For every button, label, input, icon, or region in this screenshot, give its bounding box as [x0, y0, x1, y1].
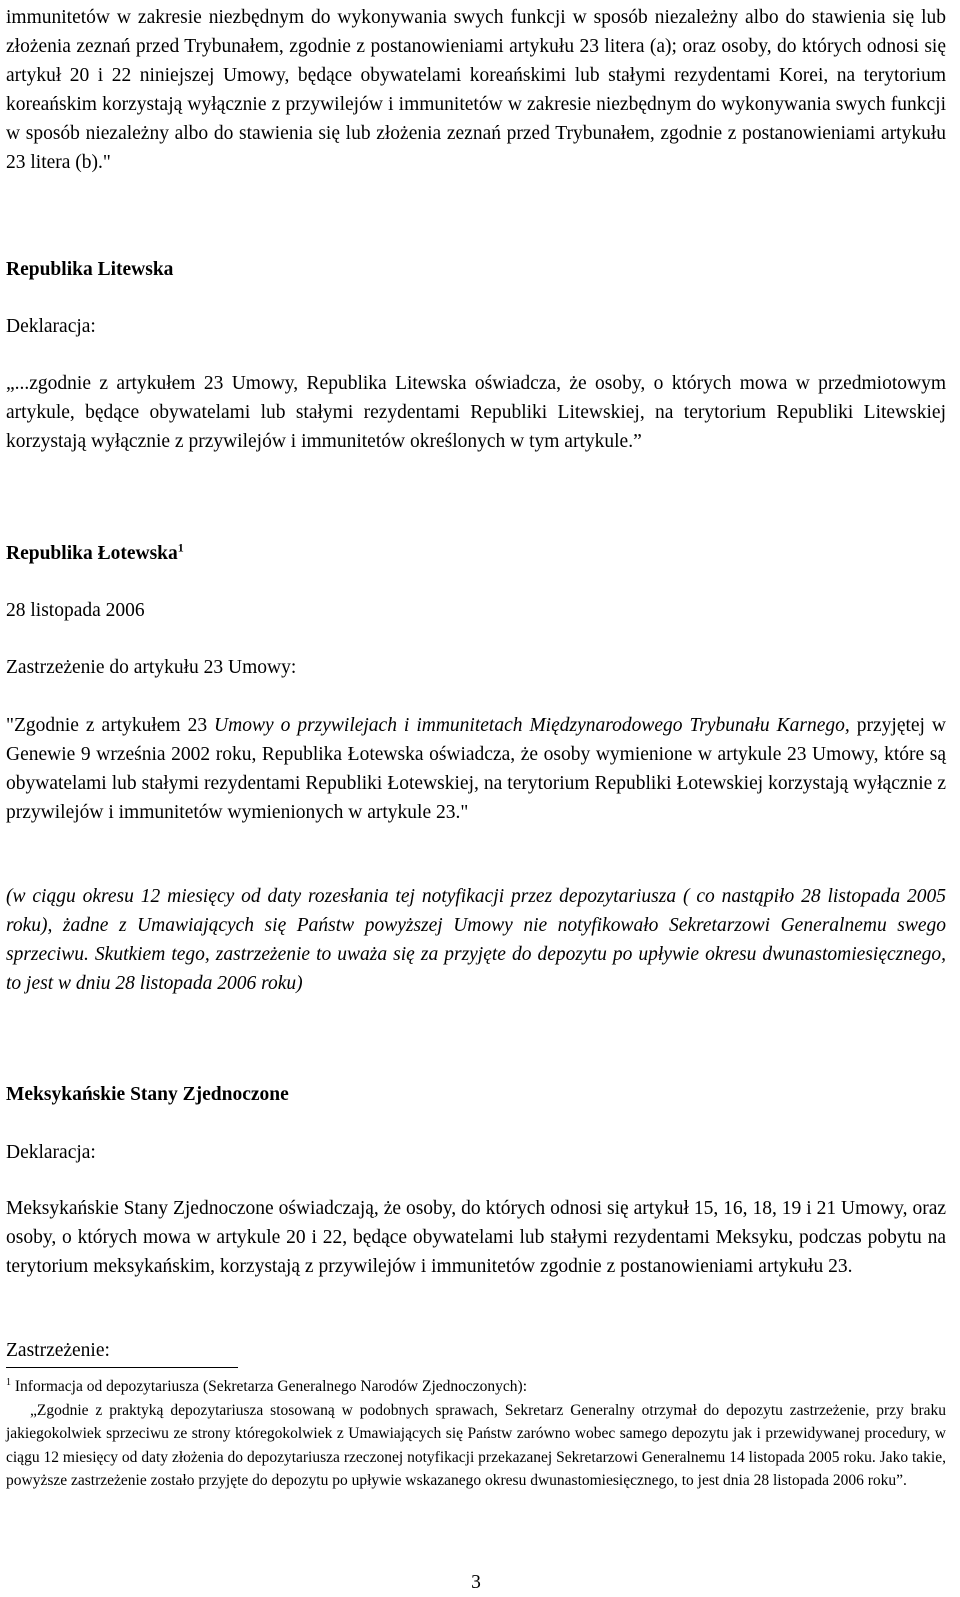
- reservation-label-mexico: Zastrzeżenie:: [6, 1340, 110, 1361]
- reservation-text-start: "Zgodnie z artykułem 23: [6, 715, 215, 736]
- declaration-label-lithuania: Deklaracja:: [6, 316, 96, 337]
- footnote-divider: [6, 1367, 238, 1368]
- section-heading-lithuania: Republika Litewska: [6, 259, 174, 280]
- footnote-title: [6, 1375, 946, 1399]
- section-heading-latvia-text: Republika Łotewska: [6, 543, 178, 564]
- page-number: 3: [471, 1572, 481, 1593]
- declaration-text-lithuania: „...zgodnie z artykułem 23 Umowy, Republika Litewska oświadcza, że osoby, o których mowa w przedmiotowym artykule, będące obywatelami lub stałymi rezydentami Republiki Litewskiej, na terytorium Republiki Litewskiej korzystają wyłącznie z przywilejów i immunitetów określonych w tym artykule.”: [6, 373, 946, 452]
- footnote-title-text: Informacja od depozytariusza (Sekretarza Generalnego Narodów Zjednoczonych):: [11, 1378, 527, 1395]
- declaration-text-mexico: Meksykańskie Stany Zjednoczone oświadczają, że osoby, do których odnosi się artykuł 15, 16, 18, 19 i 21 Umowy, oraz osoby, o których mowa w artykule 20 i 22, będące obywatelami lub stałymi rezydentami Meksyku, podczas pobytu na terytorium meksykańskim, korzystają z przywilejów i immunitetów zgodnie z postanowieniami artykułu 23.: [6, 1198, 946, 1277]
- continuation-paragraph: immunitetów w zakresie niezbędnym do wykonywania swych funkcji w sposób niezależny albo do stawienia się lub złożenia zeznań przed Trybunałem, zgodnie z postanowieniami artykułu 23 litera (a); oraz osoby, do których odnosi się artykuł 20 i 22 niniejszej Umowy, będące obywatelami koreańskimi lub stałymi rezydentami Korei, na terytorium koreańskim korzystają wyłącznie z przywilejów i immunitetów w zakresie niezbędnym do wykonywania swych funkcji w sposób niezależny albo do stawienia się lub złożenia zeznań przed Trybunałem, zgodnie z postanowieniami artykułu 23 litera (b).": [6, 7, 946, 173]
- section-heading-latvia: [6, 541, 184, 567]
- section-heading-mexico: Meksykańskie Stany Zjednoczone: [6, 1084, 289, 1105]
- declaration-label-mexico: Deklaracja:: [6, 1142, 96, 1163]
- reservation-text-end: przyjętej w Genewie 9 września 2002 roku, Republika Łotewska oświadcza, że osoby wymienione w artykule 23 Umowy, które są obywatelami lub stałymi rezydentami Republiki Łotewskiej, na terytorium Republiki Łotewskiej korzystają wyłącznie z przywilejów i immunitetów wymienionych w artykule 23.": [6, 715, 947, 823]
- footnote-marker: 1: [177, 540, 184, 555]
- date-latvia: 28 listopada 2006: [6, 600, 145, 621]
- footnote-body: „Zgodnie z praktyką depozytariusza stosowaną w podobnych sprawach, Sekretarz Generalny otrzymał do depozytu zastrzeżenie, przy braku jakiegokolwiek sprzeciwu ze strony któregokolwiek z Umawiających się Państw zarówno wobec samego depozytu jak i przewidywanej procedury, w ciągu 12 miesięcy od daty złożenia do depozytariusza rzeczonej notyfikacji przekazanej Sekretarzowi Generalnemu 14 listopada 2005 roku. Jako takie, powyższe zastrzeżenie zostało przyjęte do depozytu po upływie wskazanego okresu dwunastomiesięcznego, to jest dnia 28 listopada 2006 roku”.: [6, 1401, 946, 1489]
- reservation-label-latvia: Zastrzeżenie do artykułu 23 Umowy:: [6, 657, 297, 678]
- footnote: [6, 1375, 946, 1493]
- depositary-note-latvia: (w ciągu okresu 12 miesięcy od daty rozesłania tej notyfikacji przez depozytariusza ( co nastąpiło 28 listopada 2005 roku), żadne z Umawiających się Państw powyższej Umowy nie notyfikowało Sekretarzowi Generalnemu swego sprzeciwu. Skutkiem tego, zastrzeżenie to uważa się za przyjęte do depozytu po upływie okresu dwunastomiesięcznego, to jest w dniu 28 listopada 2006 roku): [6, 886, 946, 994]
- document-page: [6, 0, 946, 1597]
- footnote-number: 1: [6, 1376, 11, 1388]
- reservation-text-latvia: [6, 711, 946, 827]
- agreement-title: Umowy o przywilejach i immunitetach Międzynarodowego Trybunału Karnego,: [214, 715, 850, 736]
